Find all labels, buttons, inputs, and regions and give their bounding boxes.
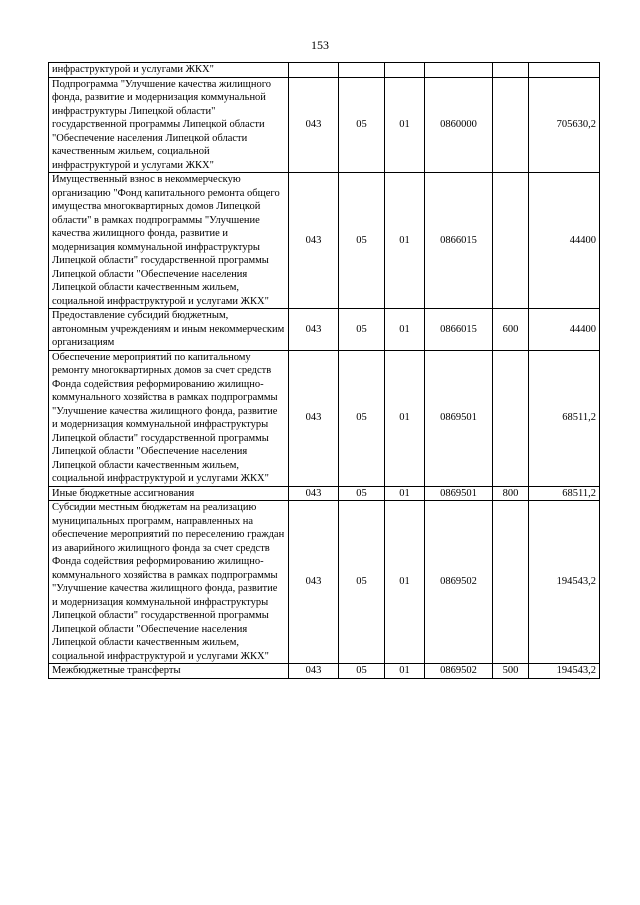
amount: 44400 xyxy=(529,173,600,309)
amount: 194543,2 xyxy=(529,501,600,664)
target-code: 0869501 xyxy=(425,486,493,501)
section-code: 05 xyxy=(339,664,385,679)
section-code: 05 xyxy=(339,77,385,173)
section-code: 05 xyxy=(339,486,385,501)
expense-type-code xyxy=(493,173,529,309)
amount xyxy=(529,63,600,78)
subsection-code: 01 xyxy=(385,309,425,351)
subsection-code: 01 xyxy=(385,664,425,679)
table-row xyxy=(49,77,600,173)
ministry-code: 043 xyxy=(289,309,339,351)
subsection-code: 01 xyxy=(385,486,425,501)
table-row xyxy=(49,350,600,486)
table-row xyxy=(49,309,600,351)
expense-type-code xyxy=(493,350,529,486)
target-code: 0860000 xyxy=(425,77,493,173)
subsection-code: 01 xyxy=(385,173,425,309)
section-code: 05 xyxy=(339,173,385,309)
ministry-code: 043 xyxy=(289,350,339,486)
row-name: Обеспечение мероприятий по капитальному ремонту многоквартирных домов за счет средств Фонда содействия реформированию жилищно-коммунального хозяйства в рамках подпрограммы "Улучшение качества жилищного фонда, развитие и модернизация коммунальной инфраструктуры Липецкой области" государственной программы Липецкой области "Обеспечение населения Липецкой области качественным жильем, социальной инфраструктурой и услугами ЖКХ" xyxy=(49,350,289,486)
amount: 44400 xyxy=(529,309,600,351)
target-code: 0866015 xyxy=(425,309,493,351)
row-name: инфраструктурой и услугами ЖКХ" xyxy=(49,63,289,78)
table-row xyxy=(49,173,600,309)
section-code xyxy=(339,63,385,78)
ministry-code: 043 xyxy=(289,77,339,173)
amount: 705630,2 xyxy=(529,77,600,173)
subsection-code: 01 xyxy=(385,501,425,664)
row-name: Предоставление субсидий бюджетным, автономным учреждениям и иным некоммерческим организациям xyxy=(49,309,289,351)
amount: 68511,2 xyxy=(529,486,600,501)
ministry-code: 043 xyxy=(289,486,339,501)
target-code: 0869502 xyxy=(425,664,493,679)
expense-type-code: 600 xyxy=(493,309,529,351)
target-code xyxy=(425,63,493,78)
table-row xyxy=(49,486,600,501)
page-number: 153 xyxy=(311,38,329,52)
row-name: Иные бюджетные ассигнования xyxy=(49,486,289,501)
ministry-code: 043 xyxy=(289,501,339,664)
budget-table xyxy=(48,62,600,679)
target-code: 0869502 xyxy=(425,501,493,664)
expense-type-code xyxy=(493,77,529,173)
expense-type-code: 500 xyxy=(493,664,529,679)
target-code: 0869501 xyxy=(425,350,493,486)
expense-type-code: 800 xyxy=(493,486,529,501)
subsection-code: 01 xyxy=(385,77,425,173)
section-code: 05 xyxy=(339,501,385,664)
amount: 194543,2 xyxy=(529,664,600,679)
section-code: 05 xyxy=(339,350,385,486)
subsection-code xyxy=(385,63,425,78)
expense-type-code xyxy=(493,63,529,78)
section-code: 05 xyxy=(339,309,385,351)
table-row xyxy=(49,63,600,78)
table-row xyxy=(49,664,600,679)
row-name: Субсидии местным бюджетам на реализацию муниципальных программ, направленных на обеспечение мероприятий по переселению граждан из аварийного жилищного фонда за счет средств Фонда содействия реформированию жилищно-коммунального хозяйства в рамках подпрограммы "Улучшение качества жилищного фонда, развитие и модернизация коммунальной инфраструктуры Липецкой области" государственной программы Липецкой области "Обеспечение населения Липецкой области качественным жильем, социальной инфраструктурой и услугами ЖКХ" xyxy=(49,501,289,664)
row-name: Подпрограмма "Улучшение качества жилищного фонда, развитие и модернизация коммунальной инфраструктуры Липецкой области" государственной программы Липецкой области "Обеспечение населения Липецкой области качественным жильем, социальной инфраструктурой и услугами ЖКХ" xyxy=(49,77,289,173)
row-name: Межбюджетные трансферты xyxy=(49,664,289,679)
table-row xyxy=(49,501,600,664)
ministry-code xyxy=(289,63,339,78)
subsection-code: 01 xyxy=(385,350,425,486)
ministry-code: 043 xyxy=(289,664,339,679)
expense-type-code xyxy=(493,501,529,664)
ministry-code: 043 xyxy=(289,173,339,309)
amount: 68511,2 xyxy=(529,350,600,486)
row-name: Имущественный взнос в некоммерческую организацию "Фонд капитального ремонта общего имущества многоквартирных домов Липецкой области" в рамках подпрограммы "Улучшение качества жилищного фонда, развитие и модернизация коммунальной инфраструктуры Липецкой области" государственной программы Липецкой области "Обеспечение населения Липецкой области качественным жильем, социальной инфраструктурой и услугами ЖКХ" xyxy=(49,173,289,309)
target-code: 0866015 xyxy=(425,173,493,309)
